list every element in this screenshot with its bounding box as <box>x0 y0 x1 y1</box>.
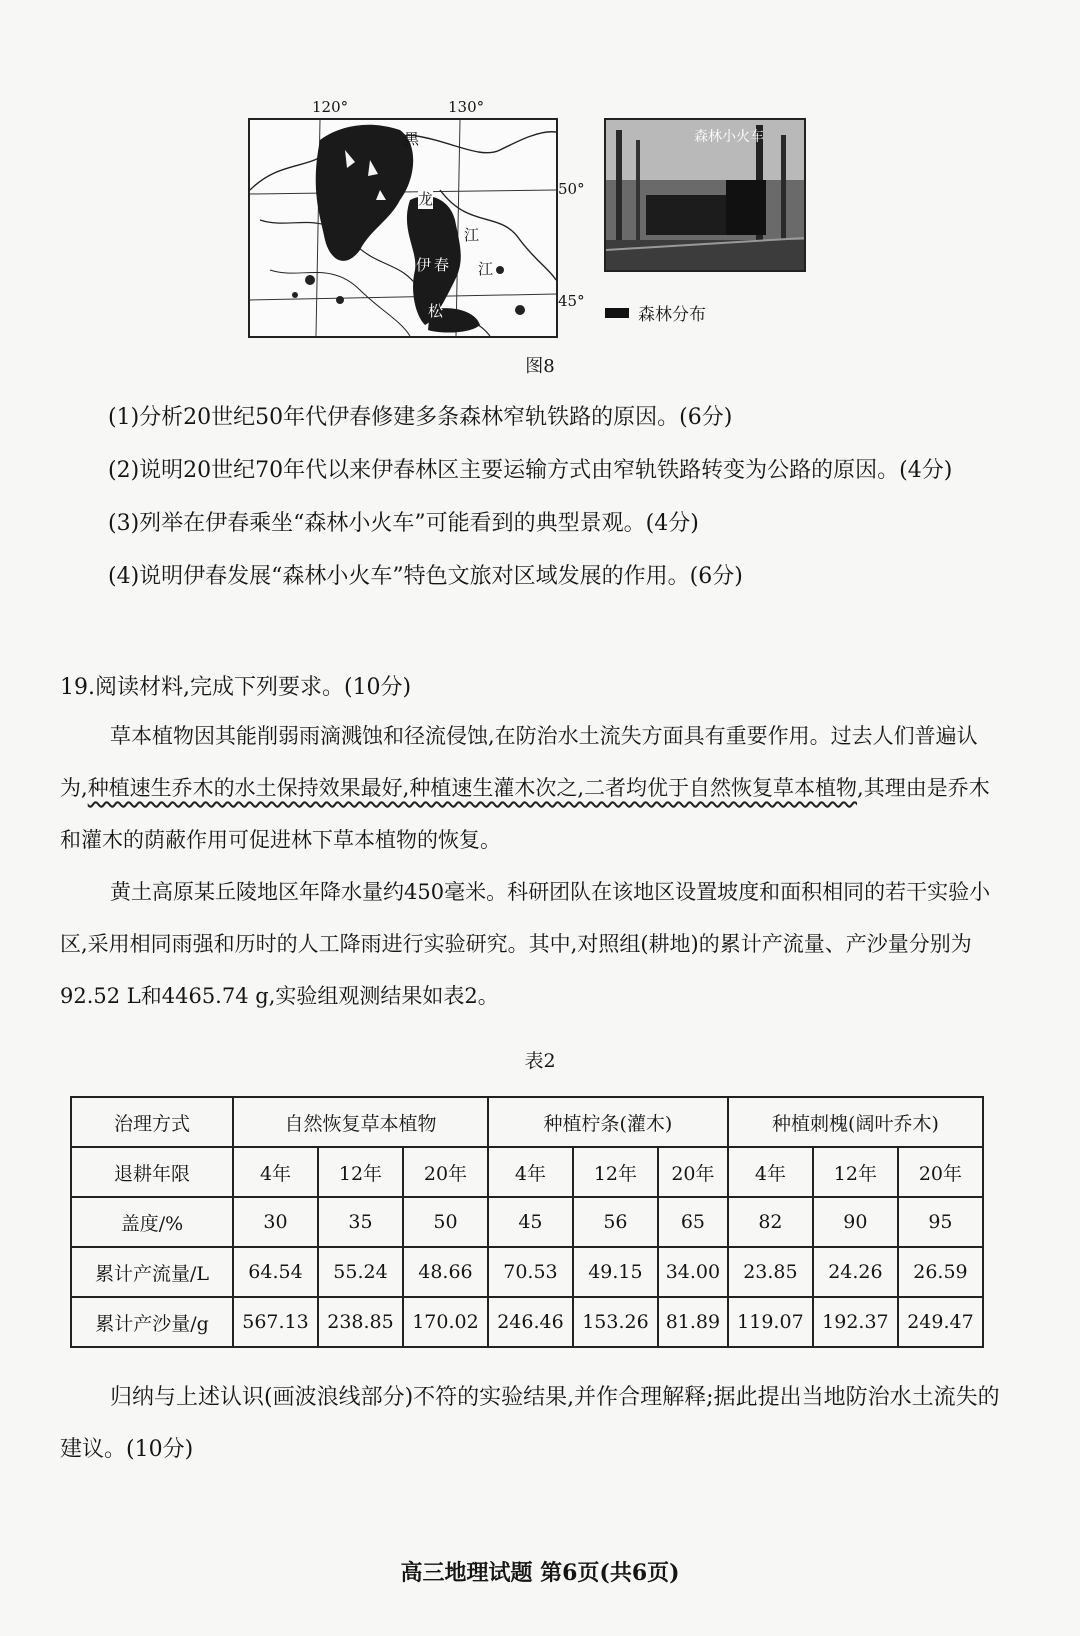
table-cell: 退耕年限 <box>71 1147 233 1197</box>
table-cell: 170.02 <box>403 1297 488 1347</box>
paragraph-1-tail: ,其理由是乔木和灌木的荫蔽作用可促进林下草本植物的恢复。 <box>60 776 990 852</box>
table-caption: 表2 <box>524 1050 556 1072</box>
table-cell: 4年 <box>488 1147 573 1197</box>
table-cell: 累计产沙量/g <box>71 1297 233 1347</box>
figure-caption: 图8 <box>525 356 555 377</box>
table-cell: 56 <box>573 1197 658 1247</box>
question-19-task: 归纳与上述认识(画波浪线部分)不符的实验结果,并作合理解释;据此提出当地防治水土流失的建议。(10分) <box>60 1385 1000 1462</box>
table-cell: 20年 <box>403 1147 488 1197</box>
table-row <box>71 1197 983 1247</box>
map-label-yi: 伊 <box>416 256 432 274</box>
table-cell: 48.66 <box>403 1247 488 1297</box>
map-label-jiang2: 江 <box>478 260 494 278</box>
table-header-cell: 种植刺槐(阔叶乔木) <box>728 1097 983 1147</box>
table-cell: 119.07 <box>728 1297 813 1347</box>
table-cell: 4年 <box>728 1147 813 1197</box>
question-19-title: 19.阅读材料,完成下列要求。(10分) <box>60 675 412 700</box>
table-cell: 30 <box>233 1197 318 1247</box>
table-cell: 盖度/% <box>71 1197 233 1247</box>
question-3: (3)列举在伊春乘坐“森林小火车”可能看到的典型景观。(4分) <box>108 511 699 536</box>
page-footer: 高三地理试题 第6页(共6页) <box>400 1560 680 1586</box>
table-cell: 20年 <box>898 1147 983 1197</box>
photo-label: 森林小火车 <box>694 129 764 145</box>
table-cell: 95 <box>898 1197 983 1247</box>
map-label-hei: 黑 <box>404 130 420 148</box>
table-cell: 55.24 <box>318 1247 403 1297</box>
question-1: (1)分析20世纪50年代伊春修建多条森林窄轨铁路的原因。(6分) <box>108 405 733 430</box>
table-header-cell: 自然恢复草本植物 <box>233 1097 488 1147</box>
table-cell: 246.46 <box>488 1297 573 1347</box>
table-cell: 249.47 <box>898 1297 983 1347</box>
question-2: (2)说明20世纪70年代以来伊春林区主要运输方式由窄轨铁路转变为公路的原因。(4分) <box>108 458 953 483</box>
table-cell: 567.13 <box>233 1297 318 1347</box>
legend-swatch <box>605 308 629 318</box>
table-header-cell: 治理方式 <box>71 1097 233 1147</box>
table-cell: 12年 <box>318 1147 403 1197</box>
lat-label-50: 50° <box>558 180 585 198</box>
lon-label-120: 120° <box>312 98 349 116</box>
map-label-long: 龙 <box>418 190 434 208</box>
table-cell: 45 <box>488 1197 573 1247</box>
table-cell: 90 <box>813 1197 898 1247</box>
table-cell: 70.53 <box>488 1247 573 1297</box>
forest-map <box>248 118 558 338</box>
table-cell: 238.85 <box>318 1297 403 1347</box>
forest-train-photo <box>604 118 806 272</box>
table-cell: 20年 <box>658 1147 728 1197</box>
table-row <box>71 1147 983 1197</box>
lon-label-130: 130° <box>448 98 485 116</box>
table-cell: 65 <box>658 1197 728 1247</box>
table-cell: 64.54 <box>233 1247 318 1297</box>
table-cell: 24.26 <box>813 1247 898 1297</box>
table-cell: 4年 <box>233 1147 318 1197</box>
table-cell: 82 <box>728 1197 813 1247</box>
map-drawing <box>250 120 556 336</box>
table-cell: 192.37 <box>813 1297 898 1347</box>
map-label-song: 松 <box>428 302 444 320</box>
table-cell: 12年 <box>813 1147 898 1197</box>
paragraph-1-lead: 草本植物因其能削弱雨滴溅蚀和径流侵蚀,在防治水土流失方面具有重要作用。过去人们普遍认为, <box>60 724 978 800</box>
question-4: (4)说明伊春发展“森林小火车”特色文旅对区域发展的作用。(6分) <box>108 564 743 589</box>
table-row <box>71 1297 983 1347</box>
lat-label-45: 45° <box>558 292 585 310</box>
table-cell: 153.26 <box>573 1297 658 1347</box>
table-header-cell: 种植柠条(灌木) <box>488 1097 728 1147</box>
table-cell: 50 <box>403 1197 488 1247</box>
table-cell: 26.59 <box>898 1247 983 1297</box>
map-label-jiang1: 江 <box>464 226 480 244</box>
table-cell: 累计产流量/L <box>71 1247 233 1297</box>
map-label-chun: 春 <box>434 256 450 274</box>
table-cell: 81.89 <box>658 1297 728 1347</box>
wavy-underlined-claim: 种植速生乔木的水土保持效果最好,种植速生灌木次之,二者均优于自然恢复草本植物 <box>87 776 858 800</box>
table-row <box>71 1247 983 1297</box>
table-header-row <box>71 1097 983 1147</box>
table-cell: 49.15 <box>573 1247 658 1297</box>
table-cell: 35 <box>318 1197 403 1247</box>
table-cell: 34.00 <box>658 1247 728 1297</box>
material-paragraph-1 <box>60 710 1000 866</box>
material-paragraph-2: 黄土高原某丘陵地区年降水量约450毫米。科研团队在该地区设置坡度和面积相同的若干实验小区,采用相同雨强和历时的人工降雨进行实验研究。其中,对照组(耕地)的累计产流量、产沙量分别为92.52 L和4465.74 g,实验组观测结果如表2。 <box>60 880 991 1008</box>
table-cell: 23.85 <box>728 1247 813 1297</box>
experiment-table <box>70 1096 984 1348</box>
table-cell: 12年 <box>573 1147 658 1197</box>
legend-label: 森林分布 <box>638 305 706 325</box>
